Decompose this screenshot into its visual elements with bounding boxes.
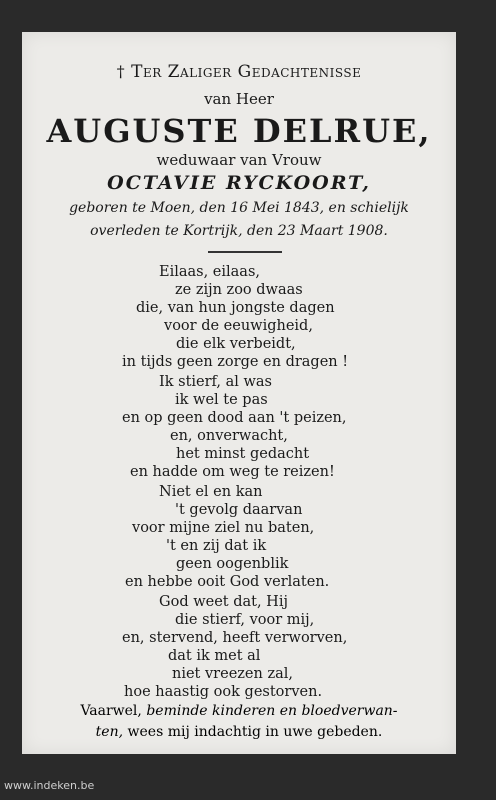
poem-line: ze zijn zoo dwaas — [175, 282, 303, 298]
poem-line: voor de eeuwigheid, — [164, 318, 313, 334]
poem-line: en hadde om weg te reizen! — [130, 464, 335, 480]
deceased-name: AUGUSTE DELRUE, — [46, 112, 432, 150]
poem-line: in tijds geen zorge en dragen ! — [122, 354, 349, 370]
honorific: van Heer — [204, 90, 274, 108]
birth-line: geboren te Moen, den 16 Mei 1843, en schielijk — [69, 200, 409, 216]
source-watermark: www.indeken.be — [4, 779, 95, 792]
poem-line: en hebbe ooit God verlaten. — [125, 574, 330, 590]
widower-of: weduwaar van Vrouw — [156, 151, 322, 169]
poem-line: Ik stierf, al was — [159, 374, 272, 390]
death-line: overleden te Kortrijk, den 23 Maart 1908. — [90, 223, 388, 239]
poem-line: en, stervend, heeft verworven, — [122, 630, 348, 646]
poem-line: en op geen dood aan 't peizen, — [122, 410, 347, 426]
spouse-name: OCTAVIE RYCKOORT, — [107, 172, 371, 194]
farewell: Vaarwel, — [80, 703, 142, 719]
memorial-card — [22, 32, 456, 754]
prayer-request: wees mij indachtig in uwe gebeden. — [127, 724, 383, 740]
poem-line: ik wel te pas — [175, 392, 268, 408]
poem-line: Niet el en kan — [159, 484, 263, 500]
cross-icon: † — [116, 62, 126, 81]
poem-line: 't gevolg daarvan — [175, 502, 303, 518]
poem-line: 't en zij dat ik — [166, 538, 267, 554]
farewell-addressees: beminde kinderen en bloedverwan- — [146, 703, 398, 719]
poem-line: Eilaas, eilaas, — [159, 264, 261, 280]
title-line — [22, 62, 456, 82]
farewell-addressees-end: ten, — [95, 724, 124, 740]
poem-line: voor mijne ziel nu baten, — [132, 520, 315, 536]
poem-line: geen oogenblik — [176, 556, 289, 572]
closing-line-1 — [22, 703, 456, 719]
title-text: Ter Zaliger Gedachtenisse — [131, 62, 362, 82]
poem-line: en, onverwacht, — [170, 428, 288, 444]
poem-line: niet vreezen zal, — [172, 666, 293, 682]
poem-line: het minst gedacht — [176, 446, 310, 462]
poem-line: hoe haastig ook gestorven. — [124, 684, 323, 700]
poem-line: die, van hun jongste dagen — [136, 300, 335, 316]
poem-line: die stierf, voor mij, — [175, 612, 315, 628]
closing-line-2 — [22, 724, 456, 740]
poem-line: die elk verbeidt, — [176, 336, 296, 352]
poem-line: dat ik met al — [168, 648, 261, 664]
divider — [208, 251, 282, 253]
poem-line: God weet dat, Hij — [159, 594, 288, 610]
